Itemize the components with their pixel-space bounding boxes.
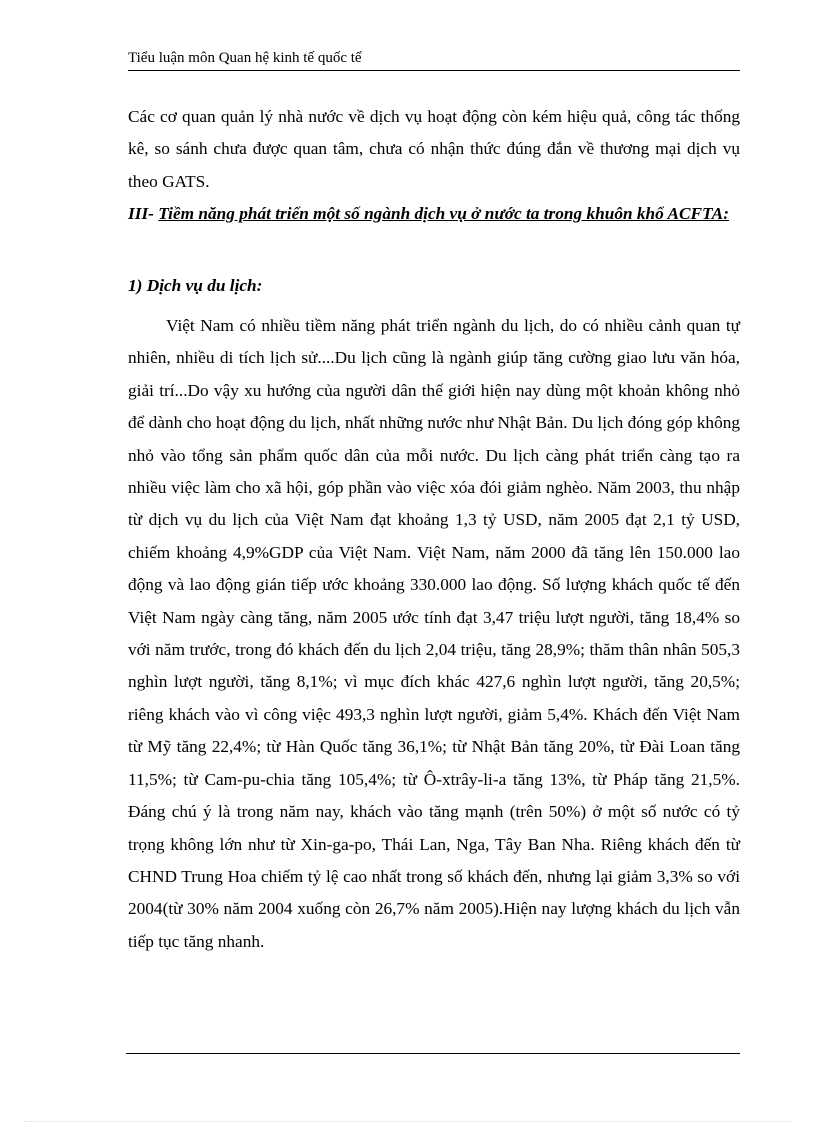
body-paragraph: Việt Nam có nhiều tiềm năng phát triển ngành du lịch, do có nhiều cảnh quan tự nhiên, nhiều di tích lịch sử....Du lịch cũng là ngành giúp tăng cường giao lưu văn hóa, giải trí...Do vậy xu hướng của người dân thế giới hiện nay dùng một khoản không nhỏ để dành cho hoạt động du lịch, nhất những nước như Nhật Bản. Du lịch đóng góp không nhỏ vào tổng sản phẩm quốc dân của mỗi nước. Du lịch càng phát triển càng tạo ra nhiều việc làm cho xã hội, góp phần vào việc xóa đói giảm nghèo. Năm 2003, thu nhập từ dịch vụ du lịch của Việt Nam đạt khoảng 1,3 tỷ USD, năm 2005 đạt 2,1 tỷ USD, chiếm khoảng 4,9%GDP của Việt Nam. Việt Nam, năm 2000 đã tăng lên 150.000 lao động và lao động gián tiếp ước khoảng 330.000 lao động. Số lượng khách quốc tế đến Việt Nam ngày càng tăng, năm 2005 ước tính đạt 3,47 triệu lượt người, tăng 18,4% so với năm trước, trong đó khách đến du lịch 2,04 triệu, tăng 28,9%; thăm thân nhân 505,3 nghìn lượt người, tăng 8,1%; vì mục đích khác 427,6 nghìn lượt người, tăng 20,5%; riêng khách vào vì công việc 493,3 nghìn lượt người, giảm 5,4%. Khách đến Việt Nam từ Mỹ tăng 22,4%; từ Hàn Quốc tăng 36,1%; từ Nhật Bản tăng 20%, từ Đài Loan tăng 11,5%; từ Cam-pu-chia tăng 105,4%; từ Ô-xtrây-li-a tăng 13%, từ Pháp tăng 21,5%. Đáng chú ý là trong năm nay, khách vào tăng mạnh (trên 50%) ở một số nước có tỷ trọng không lớn như từ Xin-ga-po, Thái Lan, Nga, Tây Ban Nha. Riêng khách đến từ CHND Trung Hoa chiếm tỷ lệ cao nhất trong số khách đến, nhưng lại giảm 3,3% so với 2004(từ 30% năm 2004 xuống còn 26,7% năm 2005).Hiện nay lượng khách du lịch vẫn tiếp tục tăng nhanh. bbox=[128, 316, 740, 951]
subsection-heading: 1) Dịch vụ du lịch: bbox=[128, 276, 263, 295]
section-title: Tiềm năng phát triển một số ngành dịch vụ ở nước ta trong khuôn khổ ACFTA: bbox=[158, 204, 729, 223]
section-number: III- bbox=[128, 204, 159, 223]
section-heading bbox=[128, 198, 740, 230]
intro-paragraph: Các cơ quan quản lý nhà nước về dịch vụ hoạt động còn kém hiệu quả, công tác thống kê, so sánh chưa được quan tâm, chưa có nhận thức đúng đắn về thương mại dịch vụ theo GATS. bbox=[128, 107, 740, 191]
page-bottom-edge bbox=[24, 1121, 792, 1122]
page-header bbox=[128, 48, 740, 71]
header-title: Tiểu luận môn Quan hệ kinh tế quốc tế bbox=[128, 50, 362, 66]
footer-divider bbox=[126, 1053, 740, 1054]
